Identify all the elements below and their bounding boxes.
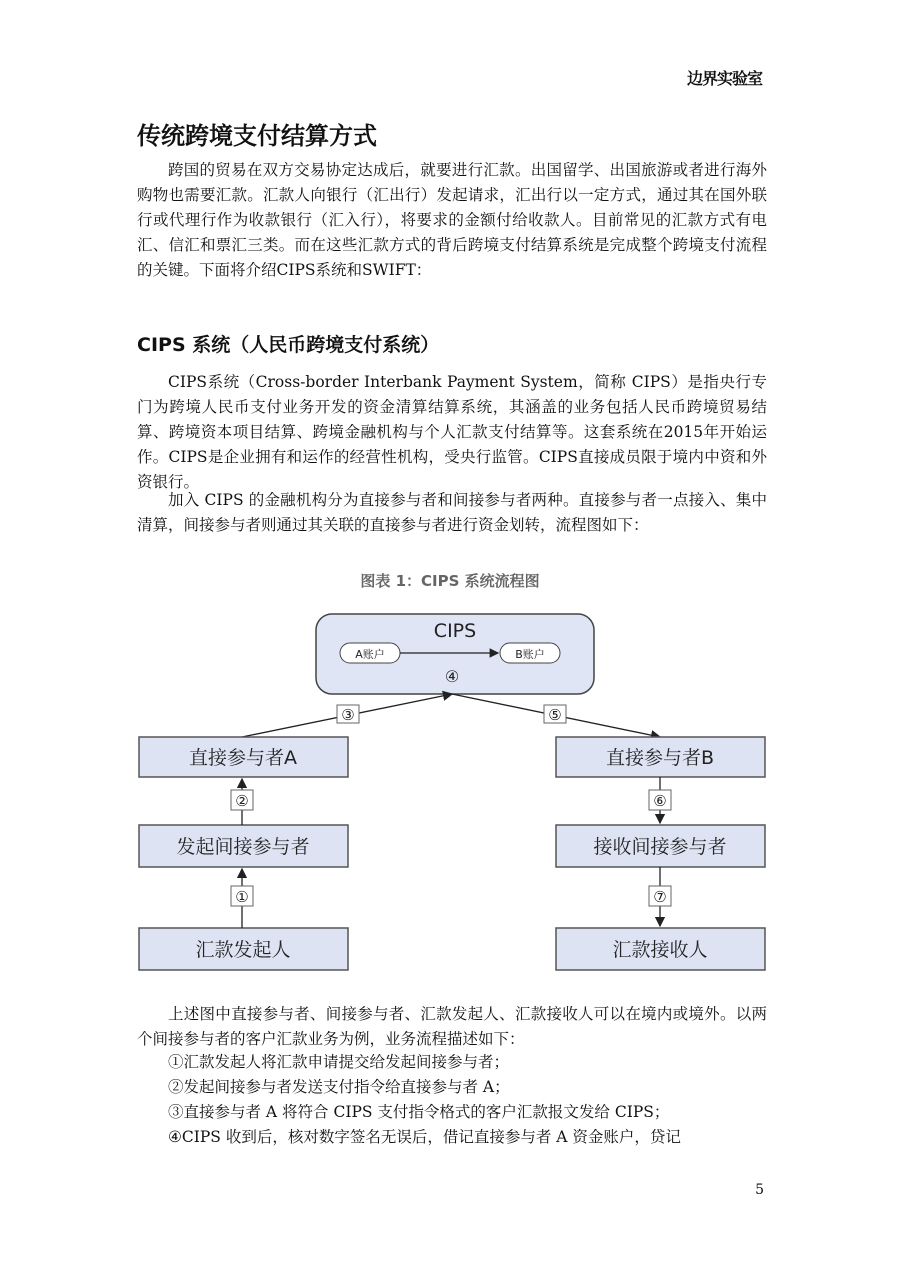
account-b-label: B账户 [515,648,545,661]
receiving-indirect-participant-label: 接收间接参与者 [593,836,727,858]
cips-heading: CIPS 系统（人民币跨境支付系统） [137,334,440,356]
step-7-label: ⑦ [653,888,667,906]
step-6-label: ⑥ [653,792,667,810]
figure-caption: 图表 1：CIPS 系统流程图 [360,572,540,590]
remittance-receiver-label: 汇款接收人 [612,939,708,961]
process-step-list [137,1050,767,1150]
step-3-label: ③ [341,706,355,724]
list-item: ①汇款发起人将汇款申请提交给发起间接参与者； [168,1053,510,1071]
intro-paragraph: 跨国的贸易在双方交易协定达成后，就要进行汇款。出国留学、出国旅游或者进行海外购物也需要汇款。汇款人向银行（汇出行）发起请求，汇出行以一定方式，通过其在国外联行或代理行作为收款银行（汇入行），将要求的金额付给收款人。目前常见的汇款方式有电汇、信汇和票汇三类。而在这些汇款方式的背后跨境支付结算系统是完成整个跨境支付流程的关键。下面将介绍CIPS系统和SWIFT： [137,161,767,279]
list-item: ④CIPS 收到后，核对数字签名无误后，借记直接参与者 A 资金账户，贷记 [168,1128,681,1146]
step-2-label: ② [235,792,249,810]
step-1-label: ① [235,888,249,906]
remittance-sender-label: 汇款发起人 [195,939,291,961]
brand-logo: 边界实验室 [686,69,762,88]
list-item: ③直接参与者 A 将符合 CIPS 支付指令格式的客户汇款报文发给 CIPS； [168,1103,670,1121]
section-title: 传统跨境支付结算方式 [137,122,377,150]
sending-indirect-participant-label: 发起间接参与者 [176,836,310,858]
direct-participant-a-label: 直接参与者A [189,747,297,769]
step-4-label: ④ [444,667,460,686]
page-number: 5 [755,1182,764,1198]
direct-participant-b-label: 直接参与者B [605,747,715,769]
cips-label: CIPS [433,620,477,642]
account-a-label: A账户 [355,648,385,661]
list-item: ②发起间接参与者发送支付指令给直接参与者 A； [168,1078,510,1096]
cips-paragraph-2: 加入 CIPS 的金融机构分为直接参与者和间接参与者两种。直接参与者一点接入、集中清算，间接参与者则通过其关联的直接参与者进行资金划转，流程图如下： [137,491,767,534]
step-5-label: ⑤ [548,706,562,724]
cips-paragraph-1: CIPS系统（Cross-border Interbank Payment System，简称 CIPS）是指央行专门为跨境人民币支付业务开发的资金清算结算系统，其涵盖的业务包括人民币跨境贸易结算、跨境资本项目结算、跨境金融机构与个人汇款支付结算等。这套系统在2015年开始运作。CIPS是企业拥有和运作的经营性机构，受央行监管。CIPS直接成员限于境内中资和外资银行。 [137,373,767,491]
after-figure-paragraph: 上述图中直接参与者、间接参与者、汇款发起人、汇款接收人可以在境内或境外。以两个间接参与者的客户汇款业务为例，业务流程描述如下： [137,1005,767,1048]
